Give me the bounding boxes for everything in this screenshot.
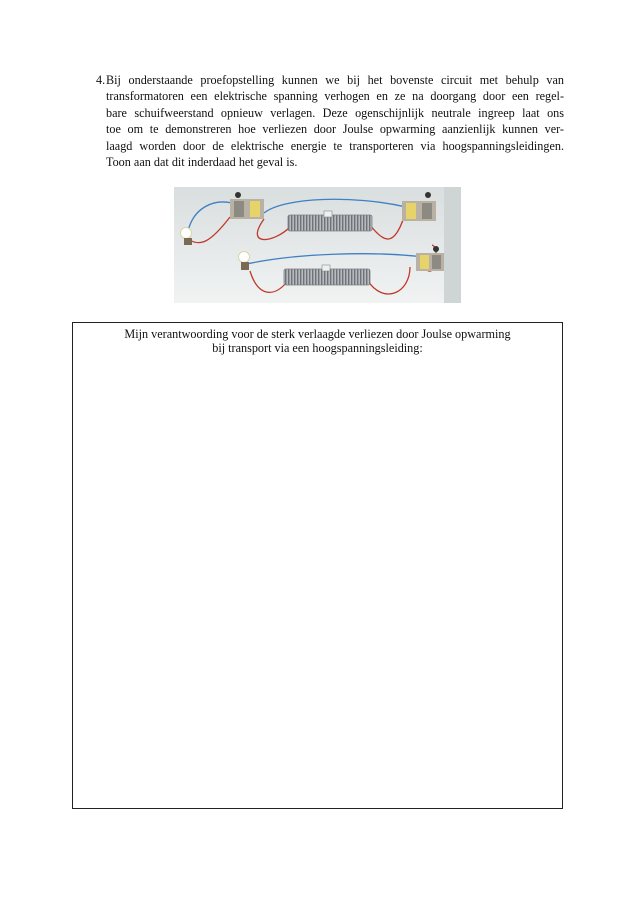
question-number: 4. bbox=[96, 73, 106, 87]
experiment-photo bbox=[174, 187, 461, 303]
answer-heading-line: bij transport via een hoogspanningsleiding: bbox=[212, 341, 423, 355]
question-line: bare schuifweerstand opnieuw verlagen. Deze ogenschijnlijk neutrale ingreep laat ons bbox=[106, 105, 564, 120]
experiment-setup-illustration bbox=[174, 187, 461, 303]
answer-heading-line: Mijn verantwoording voor de sterk verlaagde verliezen door Joulse opwarming bbox=[124, 327, 511, 341]
question-line: Toon aan dat dit inderdaad het geval is. bbox=[106, 155, 298, 170]
answer-box-heading bbox=[73, 327, 562, 355]
question-line: Bij onderstaande proefopstelling kunnen we bij het bovenste circuit met behulp van bbox=[106, 73, 564, 87]
question-line: laagd worden door de elektrische energie te transporteren via hoogspanningsleidingen. bbox=[106, 138, 564, 153]
question-text bbox=[106, 72, 564, 170]
question-line: toe om te demonstreren hoe verliezen door Joulse opwarming aanzienlijk kunnen ver- bbox=[106, 122, 564, 137]
answer-box[interactable] bbox=[72, 322, 563, 809]
question-line: transformatoren een elektrische spanning verhogen en ze na doorgang door een regel- bbox=[106, 89, 564, 104]
